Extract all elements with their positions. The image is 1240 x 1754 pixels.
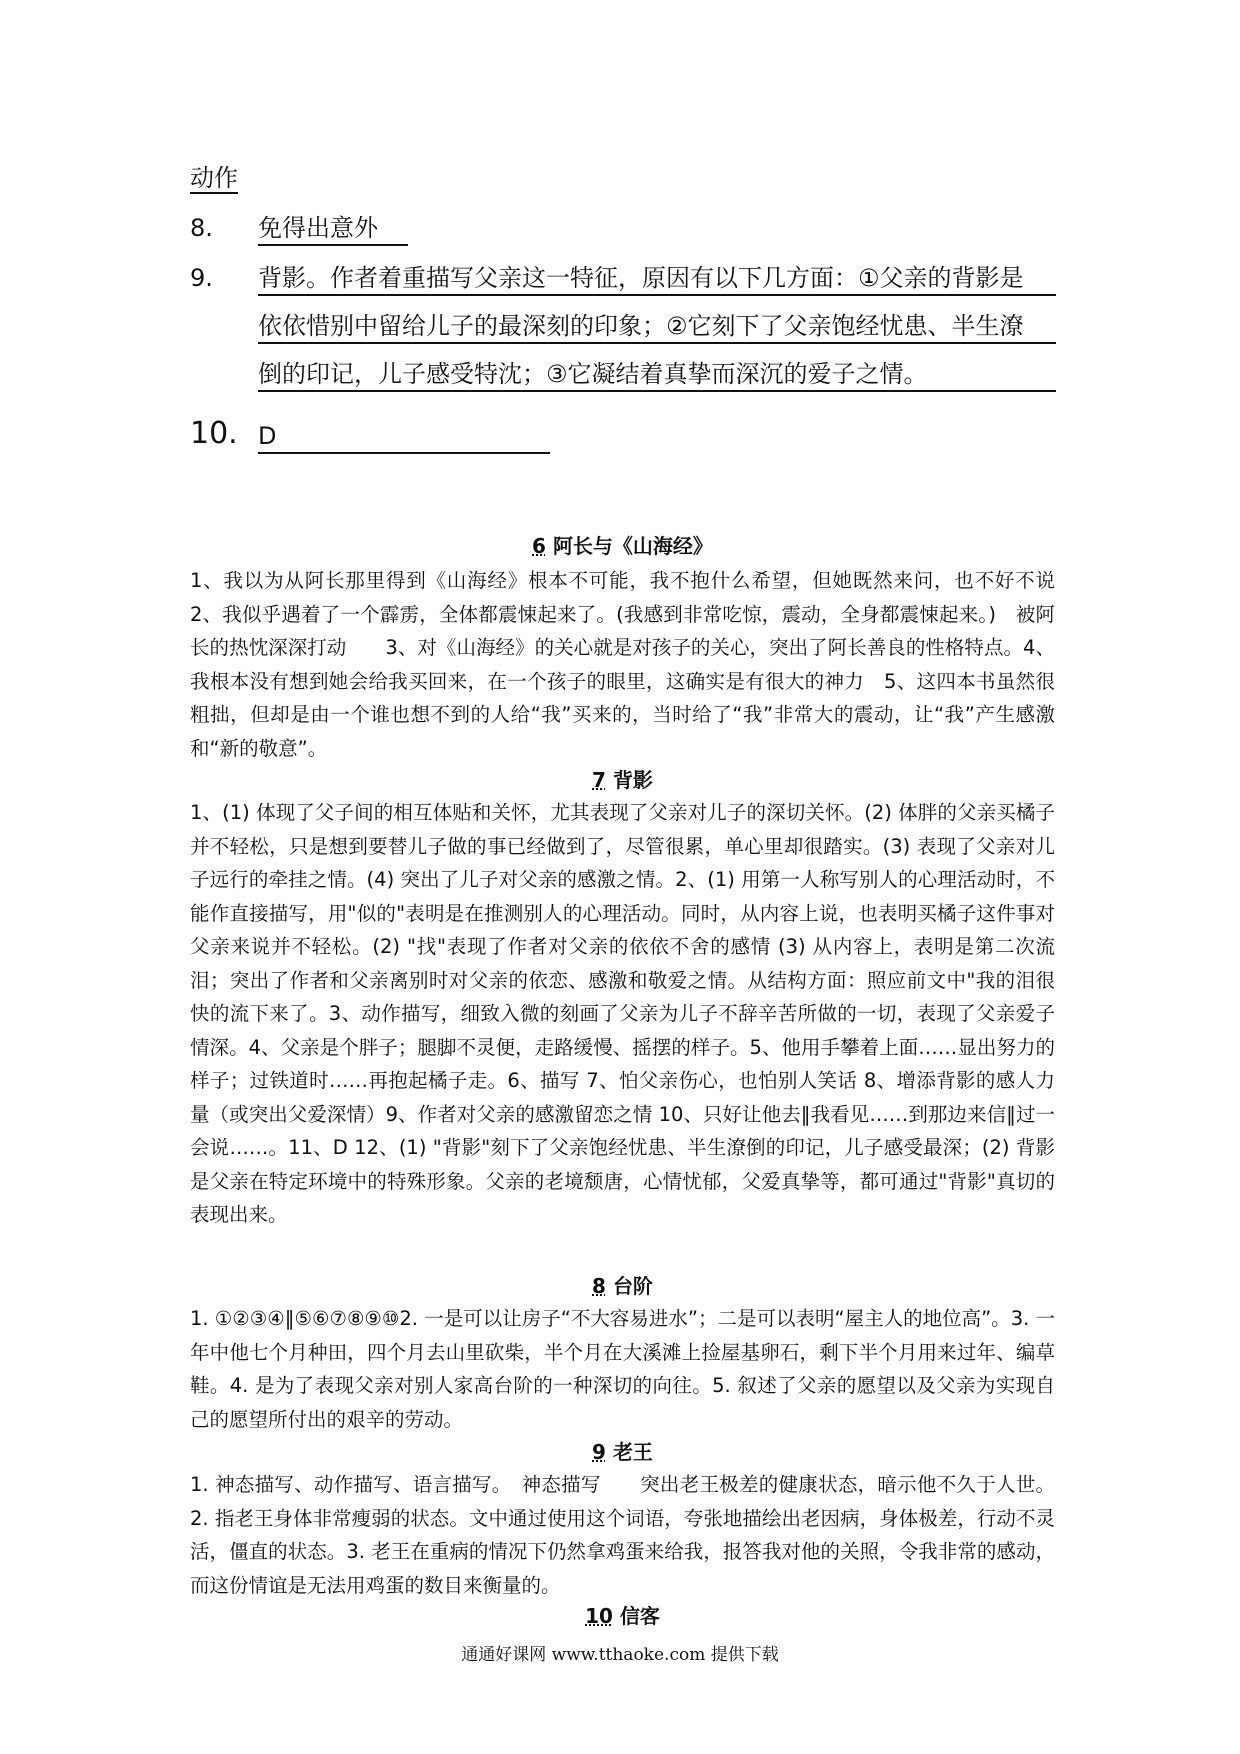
- section-body-8: 1. ①②③④‖⑤⑥⑦⑧⑨⑩2. 一是可以让房子“不大容易进水”；二是可以表明“屋主人的地位高”。3. 一年中他七个月种田，四个月去山里砍柴，半个月在大溪滩上捡屋基卵石，剩下半个月用来过年、编草鞋。4. 是为了表现父亲对别人家高台阶的一种深切的向往。5. 叙述了父亲的愿望以及父亲为实现自己的愿望所付出的艰辛的劳动。: [190, 1307, 1055, 1431]
- q10-number: 10.: [190, 416, 238, 451]
- section-body-7: 1、(1) 体现了父子间的相互体贴和关怀，尤其表现了父亲对儿子的深切关怀。(2) 体胖的父亲买橘子并不轻松，只是想到要替儿子做的事已经做到了，尽管很累，单心里却很踏实。(3) 表现了父亲对儿子远行的牵挂之情。(4) 突出了儿子对父亲的感激之情。2、(1) 用第一人称写别人的心理活动时，不能作直接描写，用"似的"表明是在推测别人的心理活动。同时，从内容上说，也表明买橘子这件事对父亲来说并不轻松。(2) "找"表现了作者对父亲的依依不舍的感情 (3) 从内容上，表明是第二次流泪；突出了作者和父亲离别时对父亲的依恋、感激和敬爱之情。从结构方面：照应前文中"我的泪很快的流下来了。3、动作描写，细致入微的刻画了父亲为儿子不辞辛苦所做的一切，表现了父亲爱子情深。4、父亲是个胖子；腿脚不灵便，走路缓慢、摇摆的样子。5、他用手攀着上面……显出努力的样子；过铁道时……再抱起橘子走。6、描写 7、怕父亲伤心，也怕别人笑话 8、增添背影的感人力量（或突出父爱深情）9、作者对父亲的感激留恋之情 10、只好让他去‖我看见……到那边来信‖过一会说……。11、D 12、(1) "背影"刻下了父亲饱经忧患、半生潦倒的印记，儿子感受最深；(2) 背影是父亲在特定环境中的特殊形象。父亲的老境颓唐，心情忧郁，父爱真挚等，都可通过"背影"真切的表现出来。: [190, 801, 1055, 1226]
- section-title-text: 台阶: [612, 1274, 653, 1298]
- section-title-8: [190, 1270, 1055, 1302]
- q9-underline-1: [258, 294, 1056, 296]
- q8-answer: 免得出意外: [258, 214, 378, 242]
- section-title-9: [190, 1436, 1055, 1468]
- answer-action-text: 动作: [190, 164, 238, 192]
- section-number: 9: [592, 1440, 606, 1464]
- q9-underline-2: [258, 342, 1056, 344]
- section-number: 8: [592, 1274, 606, 1298]
- section-title-text: 阿长与《山海经》: [552, 534, 713, 558]
- q8-number: 8.: [190, 214, 213, 242]
- section-title-text: 背影: [612, 768, 653, 792]
- section-title-7: [190, 764, 1055, 796]
- q9-underline-3: [258, 390, 1056, 392]
- section-title-text: 信客: [619, 1604, 660, 1628]
- section-number: 7: [592, 768, 606, 792]
- q9-answer-line-2: 依依惜别中留给儿子的最深刻的印象；②它刻下了父亲饱经忧患、半生潦: [258, 312, 1024, 340]
- section-title-10-visible: [190, 1600, 1055, 1632]
- section-title-6: [190, 530, 1055, 562]
- q8-underline: [258, 244, 408, 246]
- q10-underline: [258, 452, 550, 454]
- q9-answer-line-3: 倒的印记，儿子感受特沈；③它凝结着真挚而深沉的爱子之情。: [258, 360, 928, 388]
- section-body-9: 1. 神态描写、动作描写、语言描写。 神态描写 突出老王极差的健康状态，暗示他不久于人世。2. 指老王身体非常瘦弱的状态。文中通过使用这个词语，夸张地描绘出老因病，身体极差，行动不灵活，僵直的状态。3. 老王在重病的情况下仍然拿鸡蛋来给我，报答我对他的关照，令我非常的感动，而这份情谊是无法用鸡蛋的数目来衡量的。: [190, 1473, 1055, 1597]
- page-footer: 通通好课网 www.tthaoke.com 提供下载: [461, 1645, 779, 1665]
- section-number: 10: [585, 1604, 613, 1628]
- section-title-text: 老王: [612, 1440, 653, 1464]
- answer-action: [190, 158, 238, 198]
- section-number: 6: [532, 534, 546, 558]
- q9-answer-line-1: 背影。作者着重描写父亲这一特征，原因有以下几方面：①父亲的背影是: [258, 264, 1024, 292]
- section-body-6: 1、我以为从阿长那里得到《山海经》根本不可能，我不抱什么希望，但她既然来问，也不好不说 2、我似乎遇着了一个霹雳，全体都震悚起来了。(我感到非常吃惊，震动，全身都震悚起来。) 被阿长的热忱深深打动 3、对《山海经》的关心就是对孩子的关心，突出了阿长善良的性格特点。4、我根本没有想到她会给我买回来，在一个孩子的眼里，这确实是有很大的神力 5、这四本书虽然很粗拙，但却是由一个谁也想不到的人给“我”买来的，当时给了“我”非常大的震动，让“我”产生感激和“新的敬意”。: [190, 569, 1075, 760]
- q10-answer: D: [258, 422, 277, 450]
- q9-number: 9.: [190, 264, 213, 292]
